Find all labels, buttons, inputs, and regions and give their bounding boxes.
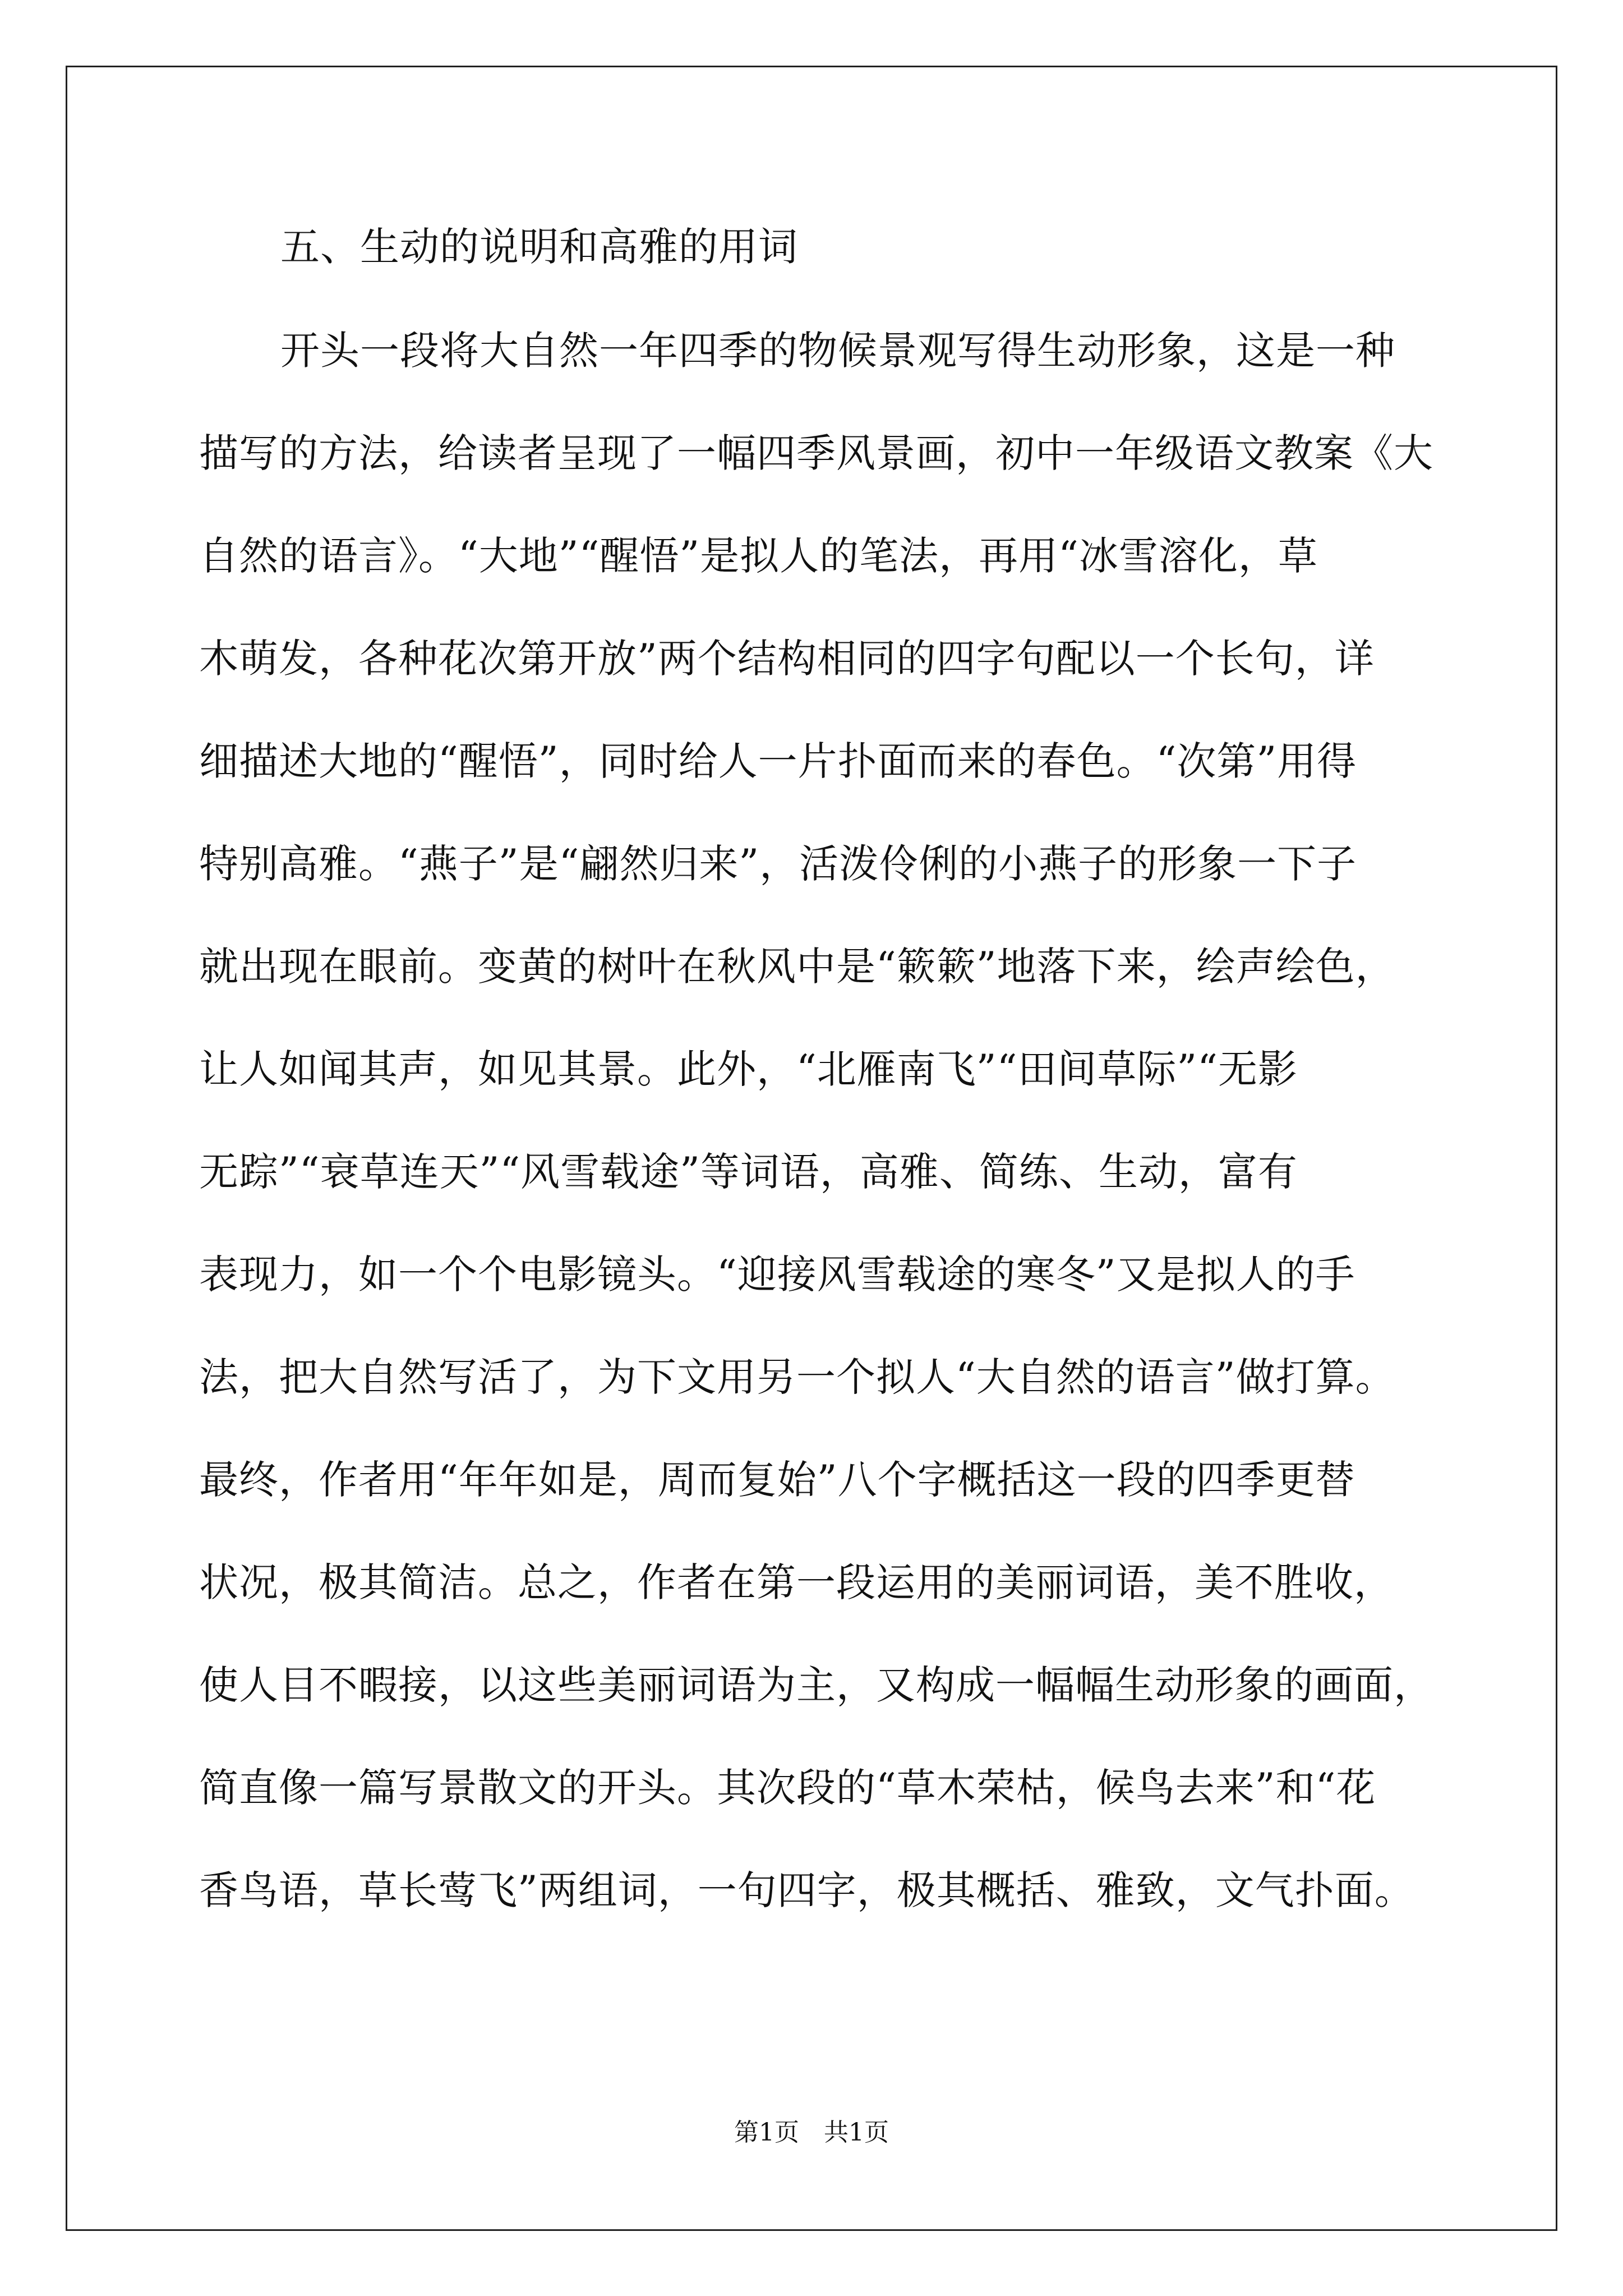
paragraph-line: 状况，极其简洁。总之，作者在第一段运用的美丽词语，美不胜收，	[199, 1559, 1394, 1605]
paragraph-line: 无踪”“衰草连天”“风雪载途”等词语，高雅、简练、生动，富有	[199, 1149, 1298, 1195]
paragraph-line: 表现力，如一个个电影镜头。“迎接风雪载途的寒冬”又是拟人的手	[199, 1251, 1355, 1297]
paragraph-line: 使人目不暇接，以这些美丽词语为主，又构成一幅幅生动形象的画面，	[199, 1662, 1433, 1708]
paragraph-line: 木萌发，各种花次第开放”两个结构相同的四字句配以一个长句，详	[199, 636, 1375, 682]
paragraph-line: 香鸟语，草长莺飞”两组词，一句四字，极其概括、雅致，文气扑面。	[199, 1867, 1414, 1913]
paragraph-line: 开头一段将大自然一年四季的物候景观写得生动形象，这是一种	[280, 328, 1395, 374]
paragraph-line: 最终，作者用“年年如是，周而复始”八个字概括这一段的四季更替	[199, 1457, 1355, 1503]
paragraph-line: 简直像一篇写景散文的开头。其次段的“草木荣枯，候鸟去来”和“花	[199, 1765, 1376, 1811]
paragraph-line: 细描述大地的“醒悟”，同时给人一片扑面而来的春色。“次第”用得	[199, 738, 1357, 784]
paragraph-line: 特别高雅。“燕子”是“翩然归来”，活泼伶俐的小燕子的形象一下子	[199, 841, 1357, 887]
section-heading: 五、生动的说明和高雅的用词	[280, 224, 798, 270]
paragraph-line: 就出现在眼前。变黄的树叶在秋风中是“簌簌”地落下来，绘声绘色，	[199, 944, 1395, 990]
paragraph-line: 让人如闻其声，如见其景。此外，“北雁南飞”“田间草际”“无影	[199, 1046, 1298, 1092]
page-number-footer: 第1页 共1页	[734, 2118, 889, 2147]
paragraph-line: 法，把大自然写活了，为下文用另一个拟人“大自然的语言”做打算。	[199, 1354, 1395, 1400]
paragraph-line: 描写的方法，给读者呈现了一幅四季风景画，初中一年级语文教案《大	[199, 430, 1433, 476]
paragraph-line: 自然的语言》。“大地”“醒悟”是拟人的笔法，再用“冰雪溶化，草	[199, 533, 1318, 579]
